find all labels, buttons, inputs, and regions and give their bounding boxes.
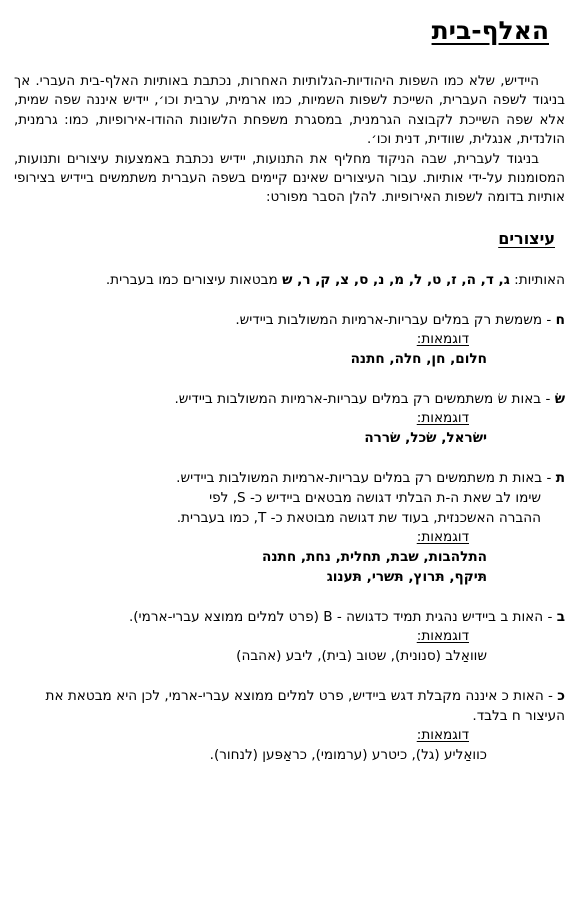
entry-lead: [14, 607, 565, 627]
entry-letter: שׂ: [554, 390, 565, 407]
intro-text: [14, 72, 565, 208]
entry-lead: [14, 686, 565, 726]
entry-text: - באות ת משתמשים רק במלים עבריות-ארמיות המשולבות ביידיש.: [176, 469, 556, 486]
examples-text: שוואַלב (סנונית), שטוב (בית), ליבע (אהבה): [236, 647, 487, 664]
letters-list: ג, ד, ה, ז, ט, ל, מ, נ, ס, צ, ק, ר, ש: [282, 271, 510, 288]
entry-letter: כ: [557, 687, 565, 704]
entry-letter: ח: [555, 311, 565, 328]
examples-label: דוגמאות:: [416, 627, 469, 644]
entry-extra-line-2: ההברה האשכנזית, בעוד שת דגושה מבוטאת כ- T, כמו בעברית.: [176, 509, 541, 526]
examples-label: דוגמאות:: [416, 330, 469, 347]
entry-tav: [14, 468, 565, 587]
examples-line: [14, 547, 565, 567]
entry-letter: ב: [556, 608, 565, 625]
entry-text: - האות ב ביידיש נהגית תמיד כדגושה - B (פרט למלים ממוצא עברי-ארמי).: [128, 608, 557, 625]
entry-text: - משמשת רק במלים עבריות-ארמיות המשולבות ביידיש.: [235, 311, 556, 328]
intro-paragraph-1: היידיש, שלא כמו השפות היהודיות-הגלותיות האחרות, נכתבת באותיות האלף-בית העברי. אך בניגוד לשפה העברית, השייכת לשפות השמיות, כמו ארמית, ערבית וכו׳, יידיש איננה שפה שמית, אלא שפה השייכת לקבוצה הגרמנית, במסגרת משפחת הלשונות ההודו-אירופיות, כמו: גרמנית, הולנדית, אנגלית, שוודית, דנית וכו׳.: [14, 74, 565, 148]
examples-label: דוגמאות:: [416, 726, 469, 743]
examples-label: דוגמאות:: [416, 409, 469, 426]
letters-intro: [14, 270, 565, 290]
examples-text: חלום, חן, חלה, חתנה: [350, 350, 487, 367]
examples-line: [14, 567, 565, 587]
examples-text: ישׂראל, שׂכל, שׂררה: [364, 429, 487, 446]
letters-intro-prefix: האותיות:: [514, 271, 565, 288]
intro-paragraph-2: בניגוד לעברית, שבה הניקוד מחליף את התנועות, יידיש נכתבת באמצעות עיצורים ותנועות, המסומנות על-ידי אותיות. עבור העיצורים שאינם קיימים בשפה העברית משתמשים ביידיש בצירופי אותיות בדומה לשפות האירופיות. להלן הסבר מפורט:: [14, 151, 565, 206]
examples-line: [14, 349, 565, 369]
entry-bet: [14, 607, 565, 666]
entry-kaf: [14, 686, 565, 765]
entry-text: - האות כ איננה מקבלת דגש ביידיש, פרט למלים ממוצא עברי-ארמי, לכן היא מבטאת את העיצור ח בלבד.: [45, 687, 565, 724]
letters-intro-suffix: מבטאות עיצורים כמו בעברית.: [105, 271, 278, 288]
entry-lead: [14, 468, 565, 488]
page-title: האלף-בית: [431, 16, 549, 45]
examples-label: דוגמאות:: [416, 528, 469, 545]
entry-sin: [14, 389, 565, 448]
section-title-consonants: עיצורים: [498, 228, 555, 248]
entry-text: - באות שׂ משתמשים רק במלים עבריות-ארמיות המשולבות ביידיש.: [174, 390, 555, 407]
examples-text: תּיקף, תּרוץ, תּשרי, תּענוג: [326, 568, 487, 585]
entry-lead: [14, 310, 565, 330]
examples-line: [14, 646, 565, 666]
entry-het: [14, 310, 565, 369]
examples-line: [14, 428, 565, 448]
entry-lead: [14, 389, 565, 409]
entry-letter: ת: [555, 469, 565, 486]
examples-text: כוואַליע (גל), כיטרע (ערמומי), כראַפּען (לנחור).: [209, 746, 487, 763]
examples-text: התלהבות, שבת, תחלית, נחת, חתנה: [262, 548, 487, 565]
examples-line: [14, 745, 565, 765]
entry-extra-line-1: שימו לב שאת ה-ת הבלתי דגושה מבטאים ביידיש כ- S, לפי: [209, 489, 541, 506]
